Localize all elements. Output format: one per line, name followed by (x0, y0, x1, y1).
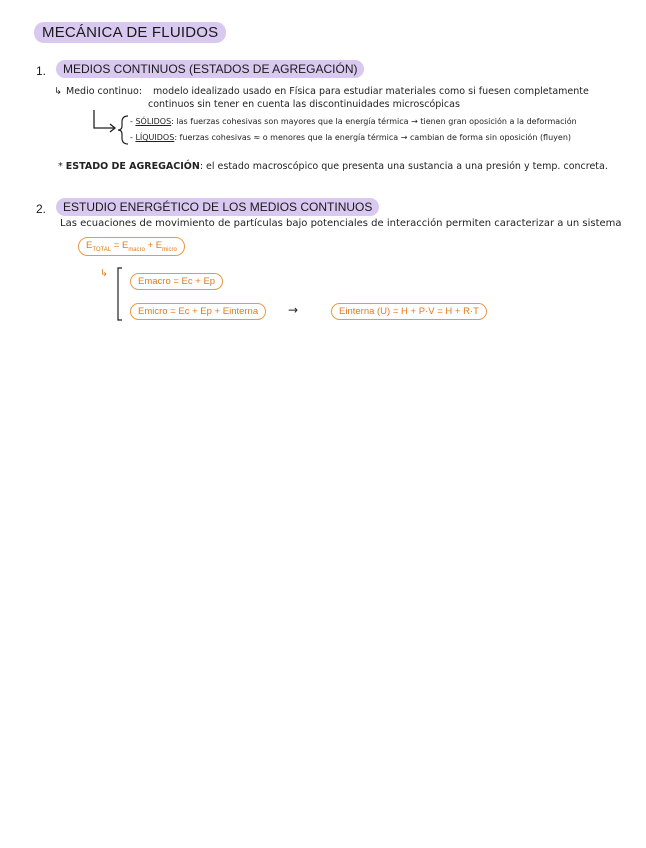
bracket-icon (114, 266, 124, 322)
solidos-label: SÓLIDOS (135, 117, 172, 126)
etotal-equation: $E_{TOTAL} = E_{macro} + E_{micro}$ (78, 237, 185, 256)
section-1-title: MEDIOS CONTINUOS (ESTADOS DE AGREGACIÓN) (56, 60, 364, 78)
section-2-number: 2. (36, 202, 47, 216)
liquidos-text: : fuerzas cohesivas ≈ o menores que la energía térmica → cambian de forma sin oposición (fluyen) (174, 133, 572, 142)
einterna-equation: Einterna (U) = H + P·V = H + R·T (331, 303, 487, 320)
solidos-text: : las fuerzas cohesivas son mayores que la energía térmica → tienen gran oposición a la deformación (171, 117, 577, 126)
hook-arrow-icon-2: ↳ (100, 268, 108, 279)
section-2-intro: Las ecuaciones de movimiento de partículas bajo potenciales de interacción permiten caracterizar a un sistema (60, 218, 622, 229)
medio-continuo-text-2: continuos sin tener en cuenta las discontinuidades microscópicas (148, 99, 460, 110)
liquidos-item: - LÍQUIDOS: fuerzas cohesivas ≈ o menores que la energía térmica → cambian de forma sin oposición (fluyen) (130, 133, 572, 142)
solidos-item: - SÓLIDOS: las fuerzas cohesivas son mayores que la energía térmica → tienen gran oposición a la deformación (130, 117, 577, 126)
right-arrow-icon: → (288, 303, 299, 317)
medio-continuo-text-1: modelo idealizado usado en Física para estudiar materiales como si fuesen completamente (153, 86, 589, 97)
page-title: MECÁNICA DE FLUIDOS (34, 22, 226, 43)
emacro-equation: Emacro = Ec + Ep (130, 273, 223, 290)
hook-arrow-icon: ↳ (54, 86, 62, 97)
bracket-arrow-icon (90, 108, 134, 150)
medio-continuo-label: Medio continuo: (66, 86, 143, 97)
section-1-number: 1. (36, 64, 47, 78)
liquidos-label: LÍQUIDOS (135, 133, 175, 142)
emicro-equation: Emicro = Ec + Ep + Einterna (130, 303, 266, 320)
estado-agregacion-line: * ESTADO DE AGREGACIÓN: el estado macroscópico que presenta una sustancia a una presión y temp. concreta. (58, 161, 608, 172)
estado-agregacion-label: ESTADO DE AGREGACIÓN (65, 161, 200, 172)
estado-agregacion-text: : el estado macroscópico que presenta una sustancia a una presión y temp. concreta. (199, 161, 608, 172)
section-2-title: ESTUDIO ENERGÉTICO DE LOS MEDIOS CONTINUOS (56, 198, 379, 216)
